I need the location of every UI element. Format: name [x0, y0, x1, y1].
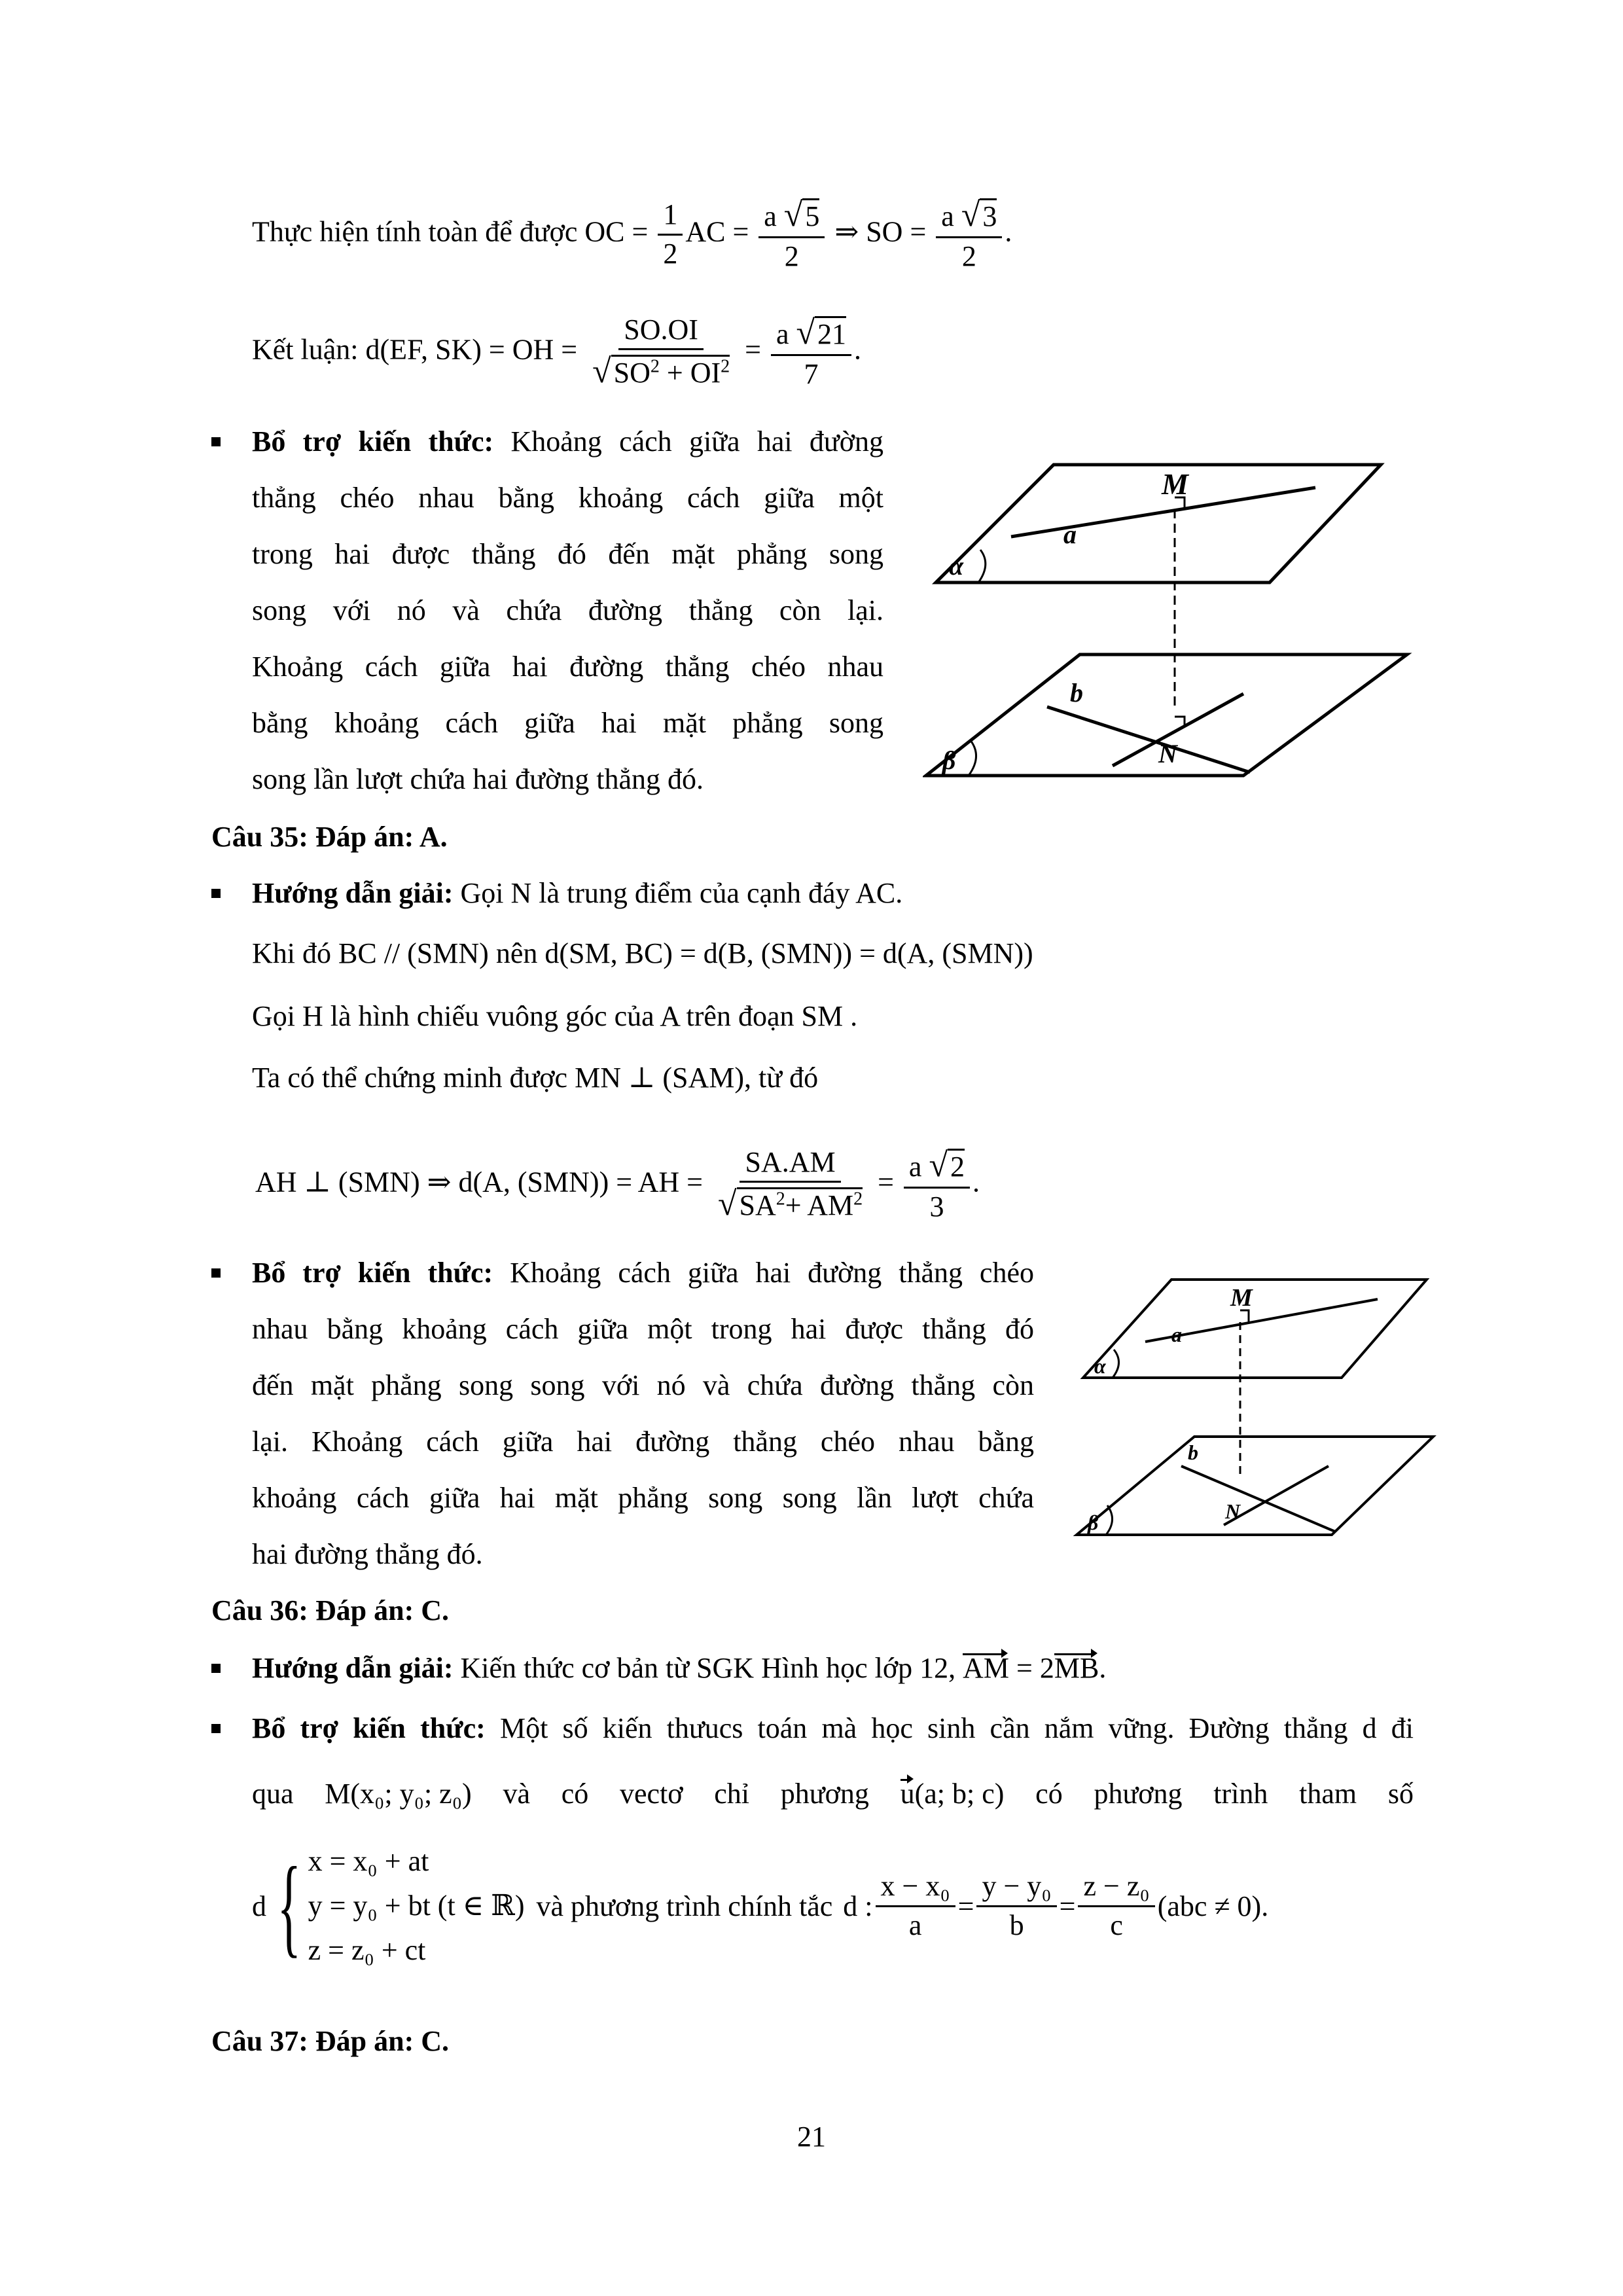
support1-line-5: bằng khoảng cách giữa hai mặt phẳng song — [252, 707, 883, 739]
support2-line-1: nhau bằng khoảng cách giữa một trong hai được thẳng đó — [252, 1313, 1034, 1345]
support1-line-6: song lần lượt chứa hai đường thẳng đó. — [252, 763, 704, 795]
q35-heading: Câu 35: Đáp án: A. — [211, 821, 448, 853]
bullet — [211, 1724, 221, 1733]
label-a: a — [1171, 1323, 1182, 1346]
formula-oc: Thực hiện tính toàn để được OC = $\frac{1}{2}$ AC = $\frac{a √5}{2}$ ⇒ SO = $\frac{a √3}{2}$ . — [252, 196, 1012, 273]
page-number: 21 — [797, 2121, 826, 2153]
label-N: N — [1225, 1499, 1241, 1523]
line-b — [1047, 707, 1250, 772]
support1-line-3: song với nó và chứa đường thẳng còn lại. — [252, 594, 883, 626]
q37-heading: Câu 37: Đáp án: C. — [211, 2025, 450, 2057]
label-M: M — [1162, 467, 1188, 501]
label-a: a — [1063, 520, 1077, 549]
plane-beta — [1077, 1437, 1433, 1535]
label-beta: β — [942, 745, 956, 775]
vector-u: u — [900, 1778, 915, 1810]
support2-line-0: Bổ trợ kiến thức: Khoảng cách giữa hai đường thẳng chéo — [252, 1257, 1034, 1289]
formula-conclusion: Kết luận: d(EF, SK) = OH = $\frac{SO.OI}{√SO^2 + OI^2}$ = $\frac{a √21}{7}$ . — [252, 314, 862, 391]
formula-oc-label: Thực hiện tính toàn để được — [252, 215, 578, 248]
plane-alpha — [1083, 1280, 1427, 1378]
q36-guide: Hướng dẫn giải: Kiến thức cơ bản từ SGK Hình học lớp 12, AM = 2MB. — [252, 1652, 1107, 1684]
support2-line-2: đến mặt phẳng song song với nó và chứa đường thẳng còn — [252, 1369, 1034, 1401]
bullet — [211, 1268, 221, 1278]
parametric-system: x = x₀ + at y = y₀ + bt (t ∈ ℝ) z = z₀ + ct — [308, 1845, 525, 1967]
parallel-planes-figure-1 — [923, 452, 1420, 792]
plane-alpha — [936, 465, 1381, 583]
support2-line-5: hai đường thẳng đó. — [252, 1538, 483, 1570]
bullet — [211, 437, 221, 446]
bullet — [211, 889, 221, 898]
label-beta: β — [1088, 1511, 1099, 1534]
bullet — [211, 1664, 221, 1673]
label-alpha: α — [1094, 1354, 1106, 1378]
line-equations: d { x = x₀ + at y = y₀ + bt (t ∈ ℝ) z = z₀ + ct và phương trình chính tắc d : $\frac{\text{x − x₀}}{a}$ = $\frac{\text{y − y₀}}{b}$ = $\frac{\text{z − z₀}}{c}$ (abc ≠ 0) . — [252, 1839, 1268, 1973]
label-b: b — [1188, 1441, 1198, 1464]
support1-line-4: Khoảng cách giữa hai đường thẳng chéo nhau — [252, 651, 883, 683]
support3-line-0: Bổ trợ kiến thức: Một số kiến thưucs toán mà học sinh cần nắm vững. Đường thẳng d đi — [252, 1712, 1414, 1744]
parallel-planes-figure-2 — [1073, 1270, 1440, 1551]
support2-line-4: khoảng cách giữa hai mặt phẳng song song lần lượt chứa — [252, 1482, 1034, 1514]
label-N: N — [1158, 739, 1177, 768]
support1-line-1: thẳng chéo nhau bằng khoảng cách giữa một — [252, 482, 883, 514]
support1-line-0: Bổ trợ kiến thức: Khoảng cách giữa hai đường — [252, 425, 883, 457]
q35-line4: Ta có thể chứng minh được MN ⊥ (SAM), từ đó — [252, 1062, 819, 1094]
conclusion-label: Kết luận: — [252, 333, 359, 366]
support1-line-2: trong hai được thẳng đó đến mặt phẳng song — [252, 538, 883, 570]
q35-line3: Gọi H là hình chiếu vuông góc của A trên đoạn SM . — [252, 1000, 858, 1032]
label-alpha: α — [949, 551, 964, 581]
support3-line-1: qua M(x₀; y₀; z₀) và có vectơ chỉ phương u(a; b; c) có phương trình tham số — [252, 1778, 1414, 1810]
label-b: b — [1070, 678, 1083, 708]
q35-formula: AH ⊥ (SMN) ⇒ d(A, (SMN)) = AH = $\frac{SA.AM}{√SA^2+ AM^2}$ = $\frac{a √2}{3}$ . — [255, 1146, 980, 1223]
support2-line-3: lại. Khoảng cách giữa hai đường thẳng chéo nhau bằng — [252, 1426, 1034, 1458]
q35-line2: Khi đó BC // (SMN) nên d(SM, BC) = d(B, (SMN)) = d(A, (SMN)) — [252, 937, 1033, 969]
label-M: M — [1230, 1284, 1253, 1312]
q36-heading: Câu 36: Đáp án: C. — [211, 1594, 450, 1626]
q35-guide: Hướng dẫn giải: Gọi N là trung điểm của cạnh đáy AC. — [252, 877, 903, 909]
